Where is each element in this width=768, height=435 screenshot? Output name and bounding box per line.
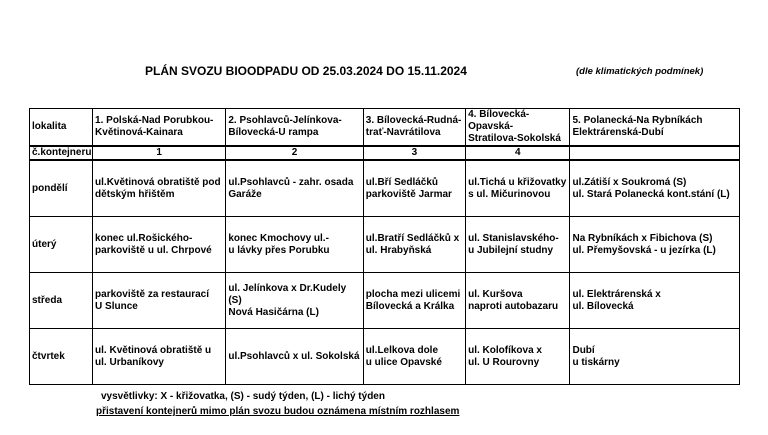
header-locality-5: 5. Polanecká-Na Rybníkách Elektrárenská-Dubí [570, 109, 740, 147]
weather-note: (dle klimatických podmínek) [576, 66, 704, 77]
schedule-cell: parkoviště za restaurací U Slunce [93, 273, 226, 329]
table-row-wednesday [30, 273, 740, 329]
day-label: pondělí [30, 160, 93, 217]
schedule-cell: ul.Květinová obratiště pod dětským hřištěm [93, 160, 226, 217]
table-row-thursday [30, 329, 740, 385]
schedule-cell: ul. Kolofíkova x ul. U Rourovny [466, 329, 570, 385]
header-locality-2: 2. Psohlavců-Jelínkova- Bílovecká-U rampa [226, 109, 363, 147]
schedule-cell: Dubí u tiskárny [570, 329, 740, 385]
schedule-cell: ul.Bratří Sedláčků x ul. Hrabyňská [363, 217, 465, 273]
day-label: středa [30, 273, 93, 329]
table-header-row [30, 109, 740, 147]
header-locality-1: 1. Polská-Nad Porubkou- Květinová-Kainara [93, 109, 226, 147]
collection-schedule-table [29, 108, 740, 385]
schedule-cell: plocha mezi ulicemi Bílovecká a Králka [363, 273, 465, 329]
container-number-2: 2 [226, 146, 363, 160]
header-label-lokalita: lokalita [30, 109, 93, 147]
page-title: PLÁN SVOZU BIOODPADU OD 25.03.2024 DO 15.11.2024 [145, 64, 467, 78]
schedule-cell: ul.Lelkova dole u ulice Opavské [363, 329, 465, 385]
container-number-1: 1 [93, 146, 226, 160]
header-locality-4: 4. Bílovecká-Opavská- Stratilova-Sokolská [466, 109, 570, 147]
schedule-cell: Na Rybníkách x Fibichova (S) ul. Přemyšovská - u jezírka (L) [570, 217, 740, 273]
schedule-cell: ul. Kuršova naproti autobazaru [466, 273, 570, 329]
schedule-cell: konec Kmochovy ul.- u lávky přes Porubku [226, 217, 363, 273]
container-number-3: 3 [363, 146, 465, 160]
legend-text: vysvětlivky: X - křižovatka, (S) - sudý týden, (L) - lichý týden [101, 391, 385, 402]
schedule-cell: ul.Zátiší x Soukromá (S) ul. Stará Polanecká kont.stání (L) [570, 160, 740, 217]
container-number-label: č.kontejneru [30, 146, 93, 160]
schedule-cell: ul. Stanislavského- u Jubilejní studny [466, 217, 570, 273]
schedule-cell: ul.Bří Sedláčků parkoviště Jarmar [363, 160, 465, 217]
schedule-cell: ul.Psohlavců - zahr. osada Garáže [226, 160, 363, 217]
footer-note: přistavení kontejnerů mimo plán svozu budou oznámena místním rozhlasem [96, 406, 460, 417]
container-number-row [30, 146, 740, 160]
day-label: úterý [30, 217, 93, 273]
table-row-monday [30, 160, 740, 217]
container-number-5 [570, 146, 740, 160]
schedule-cell: konec ul.Rošického- parkoviště u ul. Chrpové [93, 217, 226, 273]
schedule-cell: ul. Jelínkova x Dr.Kudely (S) Nová Hasičárna (L) [226, 273, 363, 329]
schedule-cell: ul. Květinová obratiště u ul. Urbaníkovy [93, 329, 226, 385]
table-row-tuesday [30, 217, 740, 273]
schedule-cell: ul.Psohlavců x ul. Sokolská [226, 329, 363, 385]
schedule-cell: ul.Tichá u křižovatky s ul. Mičurinovou [466, 160, 570, 217]
day-label: čtvrtek [30, 329, 93, 385]
header-locality-3: 3. Bílovecká-Rudná- trať-Navrátilova [363, 109, 465, 147]
container-number-4: 4 [466, 146, 570, 160]
schedule-cell: ul. Elektrárenská x ul. Bílovecká [570, 273, 740, 329]
